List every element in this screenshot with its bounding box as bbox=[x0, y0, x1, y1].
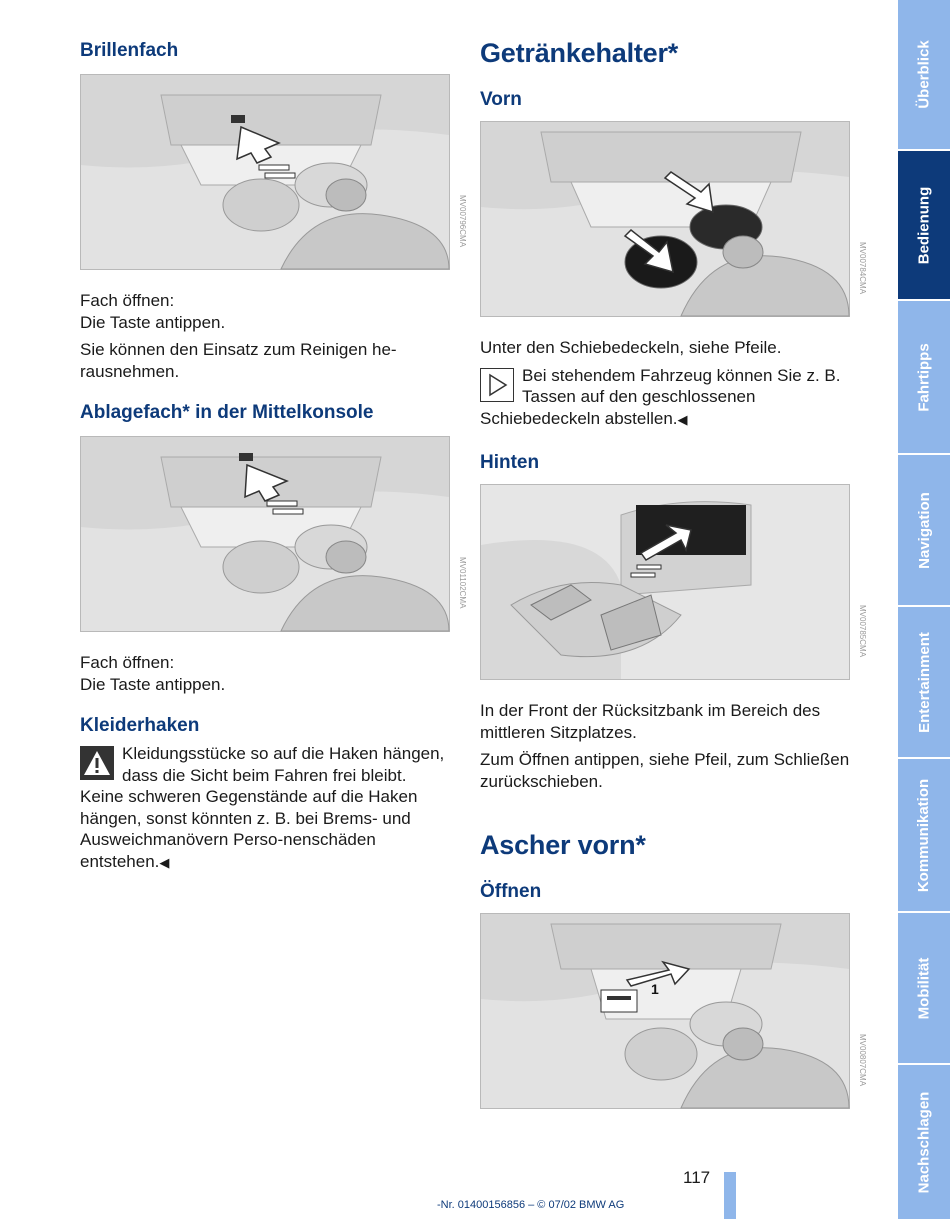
tab-label: Kommunikation bbox=[915, 778, 933, 892]
tab-kommunikation[interactable] bbox=[898, 759, 950, 913]
paragraph-hinten-2: Zum Öffnen antippen, siehe Pfeil, zum Schließen zurückschieben. bbox=[480, 750, 850, 791]
page-number: 117 bbox=[683, 1168, 711, 1187]
section-heading-ablagefach: Ablagefach* in der Mittelkonsole bbox=[80, 402, 374, 423]
warning-text: Kleidungsstücke so auf die Haken hängen, dass die Sicht beim Fahren frei bleibt. Keine schweren Gegenstände auf die Haken hängen, sonst könnten z. B. bei Brems- und Ausweichmanövern Perso-nenschäden entstehen. bbox=[80, 744, 445, 871]
section-heading-ascher: Ascher vorn* bbox=[480, 830, 646, 860]
tab-label: Überblick bbox=[915, 40, 933, 109]
note-text: Bei stehendem Fahrzeug können Sie z. B. Tassen auf den geschlossenen Schiebedeckeln abstellen. bbox=[480, 365, 841, 428]
paragraph-open-1: Fach öffnen: bbox=[80, 291, 175, 310]
tab-mobilitaet[interactable] bbox=[898, 913, 950, 1065]
figure-ascher bbox=[480, 913, 867, 1109]
paragraph-hinten-1: In der Front der Rücksitzbank im Bereich des mittleren Sitzplatzes. bbox=[480, 701, 821, 742]
right-column bbox=[480, 38, 867, 1109]
figure-code: MV00785CMA bbox=[858, 605, 867, 658]
figure-getraenkehalter-hinten bbox=[480, 484, 867, 680]
paragraph-open-4: Die Taste antippen. bbox=[80, 674, 226, 694]
tab-label: Mobilität bbox=[915, 957, 933, 1019]
page-number-bar bbox=[724, 1172, 736, 1219]
end-mark: ◀ bbox=[677, 411, 688, 427]
figure-code: MV00796CMA bbox=[458, 195, 467, 248]
figure-code: MV00784CMA bbox=[858, 242, 867, 295]
left-column bbox=[80, 38, 467, 873]
figure-brillenfach bbox=[80, 74, 467, 270]
callout-label: 1 bbox=[651, 981, 659, 997]
tab-navigation[interactable] bbox=[898, 455, 950, 607]
figure-code: MV00807CMA bbox=[858, 1034, 867, 1087]
section-heading-brillenfach: Brillenfach bbox=[80, 40, 179, 61]
figure-ablagefach bbox=[80, 436, 467, 632]
paragraph-cleaning: Sie können den Einsatz zum Reinigen he-rausnehmen. bbox=[80, 340, 397, 381]
warning-triangle-icon bbox=[80, 746, 114, 780]
tab-entertainment[interactable] bbox=[898, 607, 950, 759]
subheading-hinten: Hinten bbox=[480, 452, 540, 473]
footer-text: -Nr. 01400156856 – © 07/02 BMW AG bbox=[437, 1199, 625, 1211]
paragraph-vorn: Unter den Schiebedeckeln, siehe Pfeile. bbox=[480, 338, 782, 357]
tab-label: Fahrtipps bbox=[915, 342, 933, 412]
tab-fahrtipps[interactable] bbox=[898, 301, 950, 455]
paragraph-open-2: Die Taste antippen. bbox=[80, 312, 226, 332]
paragraph-open-3: Fach öffnen: bbox=[80, 653, 175, 672]
tab-label: Navigation bbox=[915, 491, 933, 569]
tab-bedienung[interactable] bbox=[898, 151, 950, 301]
subheading-oeffnen: Öffnen bbox=[480, 881, 542, 902]
figure-code: MV01102CMA bbox=[458, 557, 467, 609]
figure-getraenkehalter-vorn bbox=[480, 121, 867, 317]
tab-label: Nachschlagen bbox=[915, 1091, 933, 1193]
end-mark: ◀ bbox=[159, 854, 170, 870]
section-heading-getraenkehalter: Getränkehalter* bbox=[480, 38, 679, 68]
note-arrow-icon bbox=[480, 368, 514, 402]
tab-ueberblick[interactable] bbox=[898, 0, 950, 151]
warning-note bbox=[80, 743, 452, 873]
tab-nachschlagen[interactable] bbox=[898, 1065, 950, 1221]
tab-label: Entertainment bbox=[915, 631, 933, 733]
chapter-tabs bbox=[898, 0, 950, 1219]
info-note bbox=[480, 365, 852, 431]
tab-label: Bedienung bbox=[915, 186, 933, 264]
section-heading-kleiderhaken: Kleiderhaken bbox=[80, 715, 200, 736]
subheading-vorn: Vorn bbox=[480, 89, 522, 110]
